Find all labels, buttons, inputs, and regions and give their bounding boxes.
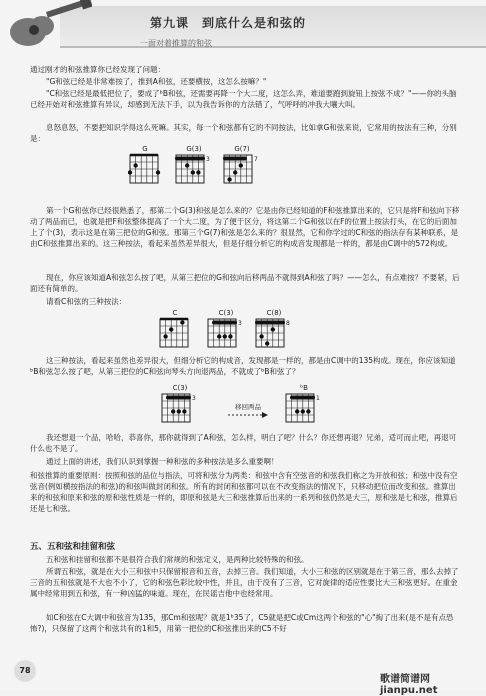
arrow-label: 移回两品 [235,403,261,411]
paragraph: 这三种按法，看起来虽然也差异很大，但细分析它的构成音，发现都是一样的，都是由C调中的135构成。现在，你应该知道ᵇB和弦怎么按了吧，从第三把位的C和弦向琴头方向退两品，不就成了ᵇB和弦了？ [30,356,456,376]
paragraph: 息怒息怒，不要把知识学得这么死嘛。其实，每一个和弦都有它的不同按法，比如拿G和弦来说，它常用的按法有三种，分别是： [30,123,457,143]
paragraph: 请看C和弦的三种按法： [46,297,127,306]
chord-chart-c3-transfer [160,384,200,426]
chord-diagram [206,317,246,351]
transfer-arrow [228,402,268,421]
chord-name: G(3) [186,145,202,153]
chord-name: G(7) [234,145,250,153]
paragraph: 现在，你应该知道A和弦怎么按了吧，从第三把位的G和弦向后移两品不就得到A和弦了吗？——怎么，有点难按？不要紧，后面还有简单的。 [30,273,460,293]
fret-number: 8 [286,320,290,327]
fret-number: 3 [192,395,196,402]
chord-diagram [222,153,262,187]
paragraph: "C和弦已经是最低把位了，要成了ᵇB和弦，还需要再降一个大二度，这怎么弄，难道要跑到旋钮上按弦不成？"——你的头脑已经开始对和弦推算有异议，却感到无法下手，以为我告诉你的方法错了，气呼呼的冲我大嚷大叫。 [30,89,457,109]
chord-chart-g7 [222,145,262,187]
lesson-title: 第九课 到底什么是和弦的 [150,16,307,30]
fret-number: 3 [238,320,242,327]
fret-number: 3 [206,156,210,163]
fret-number: 7 [254,156,258,163]
right-arrow-icon [228,411,268,419]
paragraph: 我还想退一个品，哈哈，恭喜你，那你就得到了A和弦，怎么样，明白了吧？什么？你还想再退？兄弟，适可而止吧，再退可什么也不是了。 [30,433,457,453]
paragraph: 所谓五和弦，就是在大小三和弦中只保留根音和五音，去掉三音。我们知道，大小三和弦的区别就是在于第三音，那么去掉了三音的五和弦就是不大也不小了，它的和弦色彩比较中性，并且，由于没有了三音，它对旋律的适应性要比大三和弦更好。在重金属中经常用到五和弦，有一种凶猛的味道。现在，在民谣吉他中也经常用。 [30,567,459,598]
paragraph: "G和弦已经是非常难按了，推到A和弦，还要横按，这怎么按嘛？" [46,77,267,86]
chord-chart-c3 [206,309,246,351]
chord-chart-c8 [254,309,294,351]
lesson-subtitle: 一面对着推算的和弦 [140,39,212,48]
paragraph: 通过上面的讲述，我们认识到掌握一种和弦的多种按法是多么重要啊！ [46,457,279,466]
chord-name: C(3) [218,309,234,317]
guitar-icon [2,0,92,55]
paragraph-principle: 和弦推算的重要原则：按照和弦的品位与指法，可将和弦分为两类：和弦中含有空弦音的和弦我们称之为开放和弦；和弦中没有空弦音(例如横按指法的和弦)的和弦叫做封闭和弦。所有的封闭和弦都可以在不改变指法的情况下，只移动把位而改变和弦。推算出来的和弦和原来和弦的原和弦性质是一样的，即原和弦是大三和弦推算后出来的一系列和弦仍然是大三，原和弦是七和弦，推算后还是七和弦。 [30,471,458,513]
chord-diagram [158,317,192,351]
chord-name: ᵇB [300,384,308,392]
chord-name: G [142,145,148,153]
chord-diagram [160,392,200,426]
chord-diagram [284,392,324,426]
fret-number: 1 [316,395,320,402]
chord-chart-g [128,145,162,187]
chord-chart-g3 [174,145,214,187]
chord-name: C(3) [172,384,188,392]
chord-name: C(8) [266,309,282,317]
paragraph: 通过刚才的和弦推算你已经发现了问题： [30,65,165,74]
chord-diagram [128,153,162,187]
section-heading: 五、五和弦和挂留和弦 [30,542,116,552]
chord-diagram [174,153,214,187]
chord-name: C [172,309,178,317]
chord-chart-c [158,309,192,351]
paragraph: 五和弦和挂留和弦都不是很符合我们常规的和弦定义，是两种比较特殊的和弦。 [46,555,309,564]
lesson-banner [0,0,486,58]
site-watermark: 歌谱简谱网 jianpu.net [380,674,438,696]
chord-diagram [254,317,294,351]
chord-chart-bb [284,384,324,426]
page-number: 78 [14,660,36,682]
paragraph: 第一个G和弦你已经很熟悉了，那第二个G(3)和弦是怎么来的？它是由你已经知道的F和弦推算出来的，它只是将F和弦向下移动了两品而已，也就是把F和弦整体提高了一个大二度，为了便于区分，将这第二个G和弦以在F的位置上按法打头，在它的后面加上了个(3)，表示这是在第三把位的G和弦。那第三个G(7)和弦是怎么来的？很显然，它和你学过的C和弦的指法存有某种联系，是由C和弦推算出来的。这三种按法，看起来虽然差异很大，但是仔细分析它的构成音发现都是一样的，都是由C调中的572构成。 [30,206,460,248]
paragraph: 如C和弦在C大调中和弦音为135，那Cm和弦呢？就是1ᵇ35了，C5就是把C或Cm这两个和弦的"心"掏了出来(是不是有点恐怖?)，只保留了这两个和弦共有的1和5，用第一把位的C和弦推出来的C5不好 [30,613,454,633]
